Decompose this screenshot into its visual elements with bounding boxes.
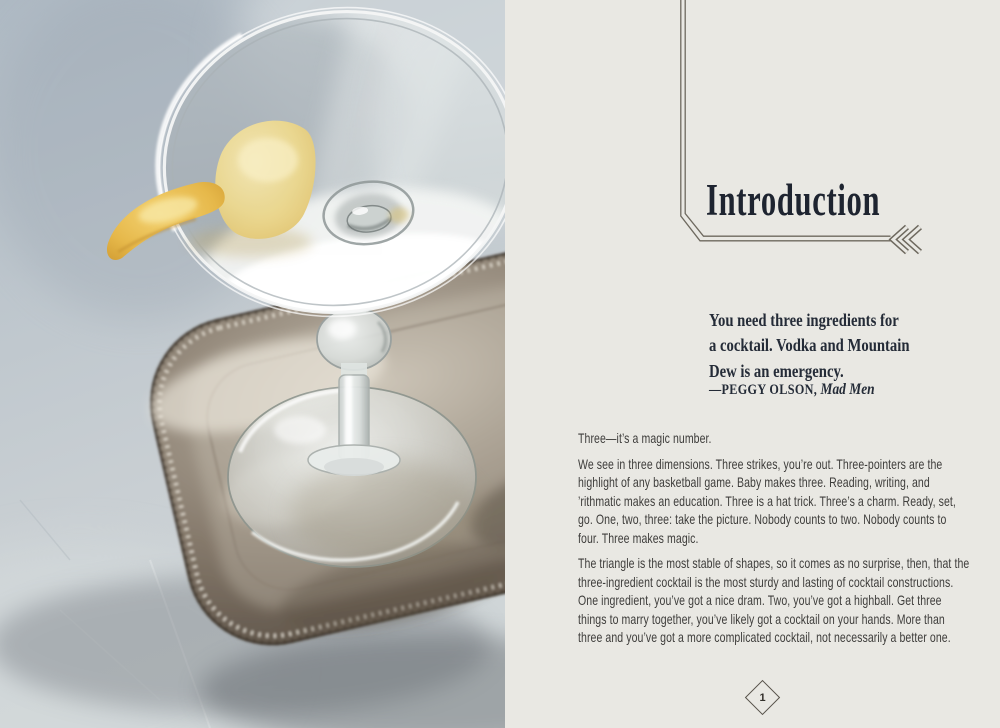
quote-line: You need three ingredients for [709, 310, 899, 330]
quote-attribution [709, 378, 961, 400]
double-chevron-left-icon [893, 227, 920, 252]
paragraph: The triangle is the most stable of shapes, so it comes as no surprise, then, that the three-ingredient cocktail is the most sturdy and lasting of cocktail constructions. One ingredient, you’ve got a nice dram. Two, you’ve got a highball. Get three things to marry together, you’ve likely got a cocktail on your hands. More than three and you’ve got a more complicated cocktail, not necessarily a better one. [578, 556, 970, 646]
epigraph-quote [709, 308, 961, 400]
text-page [505, 0, 1000, 728]
page-title: Introduction [706, 175, 881, 225]
quote-line: a cocktail. Vodka and Mountain [709, 335, 910, 356]
quote-attribution-name: —PEGGY OLSON, [709, 381, 818, 398]
paragraph: Three—it’s a magic number. [578, 431, 712, 446]
body-text [578, 430, 969, 655]
quote-line: Dew is an emergency. [709, 360, 844, 381]
page-number: 1 [759, 691, 766, 704]
quote-attribution-source: Mad Men [820, 380, 875, 398]
paragraph: We see in three dimensions. Three strikes, you’re out. Three-pointers are the highlight of any basketball game. Baby makes three. Reading, writing, and ’rithmatic makes an education. Three is a hat trick. Three’s a charm. Ready, set, go. One, two, three: take the picture. Nobody counts to two. Nobody counts to four. Three makes magic. [578, 456, 956, 546]
